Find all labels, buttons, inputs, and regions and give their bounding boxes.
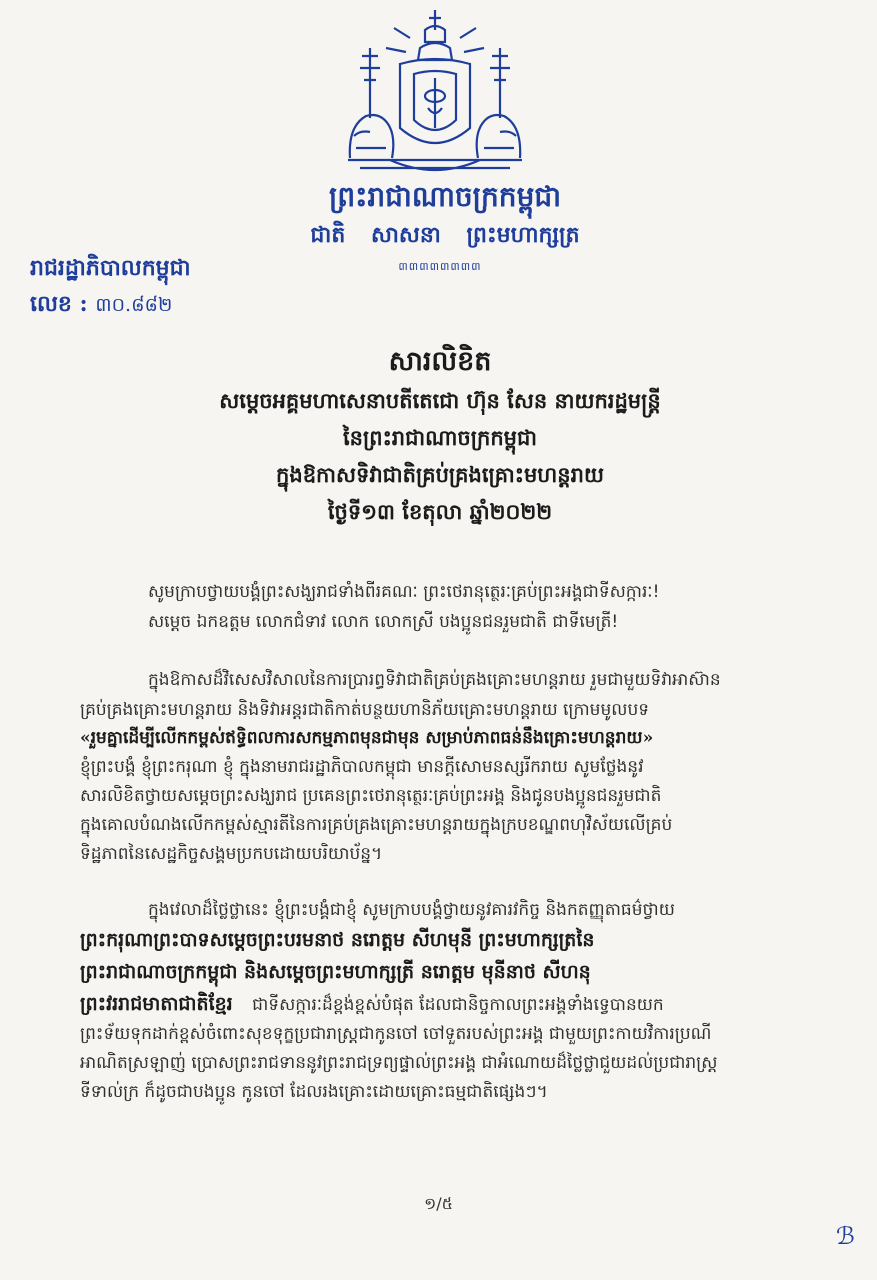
reference-number (30, 290, 172, 322)
title-line: ក្នុងឱកាសទិវាជាតិគ្រប់គ្រងគ្រោះមហន្តរាយ (276, 462, 604, 487)
title-line: សម្តេចអគ្គមហាសេនាបតីតេជោ ហ៊ុន សែន នាយករដ្ឋមន្ត្រី (219, 388, 661, 413)
royal-title-line: ព្រះរាជាណាចក្រកម្ពុជា និងសម្តេចព្រះមហាក្សត្រី នរោត្តម មុនីនាថ សីហនុ (80, 961, 591, 983)
salutation-line: សម្តេច ឯកឧត្តម លោកជំទាវ លោក លោកស្រី បងប្អូនជនរួមជាតិ ជាទីមេត្រី! (148, 612, 619, 632)
royal-title-end: ព្រះវររាជមាតាជាតិខ្មែរ (80, 993, 233, 1015)
paragraph-line: សារលិខិតថ្វាយសម្តេចព្រះសង្ឃរាជ ប្រគេនព្រះថេរានុត្ថេរៈគ្រប់ព្រះអង្គ និងជូនបងប្អូនជនរួមជាតិ (80, 786, 662, 806)
paragraph-line: ខ្ញុំព្រះបង្គំ ខ្ញុំព្រះករុណា ខ្ញុំ ក្នុងនាមរាជរដ្ឋាភិបាលកម្ពុជា មានក្តីសោមនស្សរីករាយ សូមថ្លែងនូវ (80, 757, 644, 777)
title-date: ថ្ងៃទី១៣ ខែតុលា ឆ្នាំ២០២២ (327, 499, 553, 524)
page-number: ១/៥ (424, 1194, 453, 1213)
reference-value: ៣០.៨៨២ (95, 294, 173, 316)
theme-line: «រួមគ្នាដើម្បីលើកកម្ពស់ឥទ្ធិពលការសកម្មភាពមុនជាមុន សម្រាប់ភាពធន់នឹងគ្រោះមហន្តរាយ» (80, 728, 654, 748)
paragraph-line: ក្នុងឱកាសដ៏វិសេសវិសាលនៃការប្រារព្ធទិវាជាតិគ្រប់គ្រងគ្រោះមហន្តរាយ រួមជាមួយទិវាអាស៊ាន (148, 670, 721, 690)
government-name: រាជរដ្ឋាភិបាលកម្ពុជា (30, 255, 191, 281)
paragraph-line: ព្រះទ័យទុកដាក់ខ្ពស់ចំពោះសុខទុក្ខប្រជារាស្ត្រជាកូនចៅ ចៅទួតរបស់ព្រះអង្គ ជាមួយព្រះកាយវិការប្រណី (80, 1024, 712, 1044)
title-line: នៃព្រះរាជាណាចក្រកម្ពុជា (342, 425, 537, 450)
national-motto: ជាតិ សាសនា ព្រះមហាក្សត្រ (310, 222, 580, 248)
royal-title-line: ព្រះករុណាព្រះបាទសម្តេចព្រះបរមនាថ នរោត្តម សីហមុនី ព្រះមហាក្សត្រនៃ (80, 929, 595, 951)
letter-title: សារលិខិត (388, 346, 492, 377)
salutation-line: សូមក្រាបថ្វាយបង្គំព្រះសង្ឃរាជទាំងពីរគណៈ ព្រះថេរានុត្ថេរៈគ្រប់ព្រះអង្គជាទីសក្ការៈ! (148, 582, 660, 602)
royal-coat-of-arms-emblem (330, 8, 540, 183)
paragraph-line: គ្រប់គ្រងគ្រោះមហន្តរាយ និងទិវាអន្តរជាតិកាត់បន្ថយហានិភ័យគ្រោះមហន្តរាយ ក្រោមមូលបទ (80, 700, 650, 720)
paragraph-line: អាណិតស្រឡាញ់ ប្រោសព្រះរាជទាននូវព្រះរាជទ្រព្យផ្ទាល់ព្រះអង្គ ជាអំណោយដ៏ថ្លៃថ្លាជួយដល់ប្រជារាស្ត្រ (80, 1053, 718, 1073)
mixed-line (80, 992, 664, 1017)
letter-title-block (120, 342, 760, 530)
paragraph-line: ទិដ្ឋភាពនៃសេដ្ឋកិច្ចសង្គមប្រកបដោយបរិយាប័ន្ន។ (80, 844, 383, 864)
paragraph-line: ក្នុងវេលាដ៏ថ្លៃថ្លានេះ ខ្ញុំព្រះបង្គំជាខ្ញុំ សូមក្រាបបង្គំថ្វាយនូវគារវកិច្ច និងកតញ្ញុតាធម៌ថ្វាយ (148, 900, 675, 920)
paragraph-line: ក្នុងគោលបំណងលើកកម្ពស់ស្មារតីនៃការគ្រប់គ្រងគ្រោះមហន្តរាយក្នុងក្របខណ្ឌពហុវិស័យលើគ្រប់ (80, 815, 673, 835)
kingdom-heading: ព្រះរាជាណាចក្រកម្ពុជា (328, 180, 561, 213)
paragraph-text: ជាទីសក្ការៈដ៏ខ្ពង់ខ្ពស់បំផុត ដែលជានិច្ចកាលព្រះអង្គទាំងទ្វេបានយក (252, 995, 664, 1015)
reference-label: លេខ : (30, 291, 88, 317)
paragraph-line: ទីទាល់ក្រ ក៏ដូចជាបងប្អូន កូនចៅ ដែលរងគ្រោះដោយគ្រោះធម្មជាតិផ្សេងៗ។ (80, 1082, 548, 1102)
signature-initial: ℬ (836, 1222, 855, 1250)
motto-ornament: ៣៣៣៣៣៣៣៣ (398, 260, 482, 273)
